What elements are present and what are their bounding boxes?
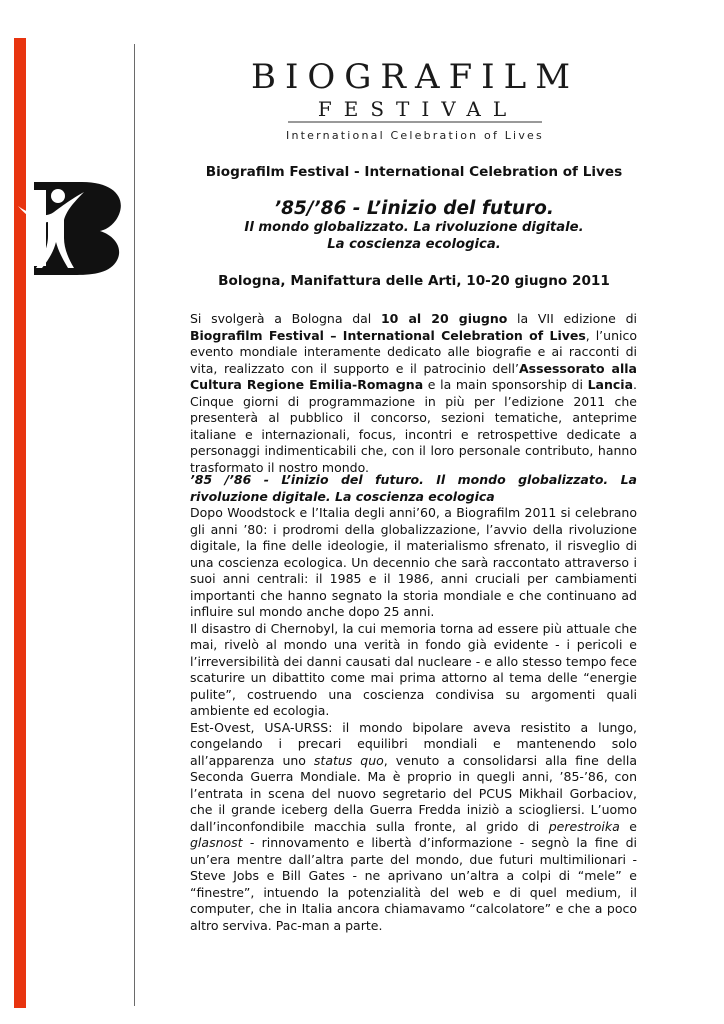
section-body xyxy=(190,472,637,934)
section-paragraph-1: Dopo Woodstock e l’Italia degli anni’60, a Biografilm 2011 si celebrano gli anni ’80: i prodromi della globalizzazione, l’avvio della rivoluzione digitale, la fine delle ideologie, il materialismo sfrenato, il risveglio di una coscienza ecologica. Un decennio che sarà raccontato attraverso i suoi anni centrali: il 1985 e il 1986, anni cruciali per cambiamenti importanti che hanno segnato la storia mondiale e che continuano ad influire sul mondo anche dopo 25 anni. xyxy=(190,505,637,619)
section-paragraph-3: Est-Ovest, USA-URSS: il mondo bipolare aveva resistito a lungo, congelando i precari equilibri mondiali e mantenendo solo all’apparenza uno status quo, venuto a consolidarsi alla fine della Seconda Guerra Mondiale. Ma è proprio in quegli anni, ’85-’86, con l’entrata in scena del nuovo segretario del PCUS Mikhail Gorbaciov, che il grande iceberg della Guerra Fredda iniziò a sciogliersi. L’uomo dall’inconfondibile macchia sulla fronte, al grido di perestroika e glasnost - rinnovamento e libertà d’informazione - segnò la fine di un’era mentre dall’altra parte del mondo, due futuri multimilionari - Steve Jobs e Bill Gates - ne aprivano un’altra a colpi di “mele” e “finestre”, intuendo la potenzialità del web e di quel medium, il computer, che in Italia ancora chiamavamo “calcolatore” e che a poco altro serviva. Pac-man a parte. xyxy=(190,719,637,933)
logo-festival-text: FESTIVAL xyxy=(317,97,519,121)
edition-title: ’85/’86 - L’inizio del futuro. xyxy=(274,198,554,219)
event-location-dates: Bologna, Manifattura delle Arti, 10-20 giugno 2011 xyxy=(218,273,610,289)
edition-subtitle-1: Il mondo globalizzato. La rivoluzione digitale. xyxy=(244,220,584,235)
logo-biografilm-text: BIOGRAFILM xyxy=(250,57,580,97)
festival-title: Biografilm Festival - International Celebration of Lives xyxy=(205,164,623,180)
biografilm-festival-logo xyxy=(250,50,580,148)
section-heading: ’85 /’86 - L’inizio del futuro. Il mondo globalizzato. La rivoluzione digitale. La coscienza ecologica xyxy=(190,472,637,504)
section-paragraph-2: Il disastro di Chernobyl, la cui memoria torna ad essere più attuale che mai, rivelò al mondo una verità in fondo già evidente - i pericoli e l’irreversibilità dei danni causati dal nucleare - e allo stesso tempo fece scaturire un dibattito come mai prima attorno al tema delle “energie pulite”, costruendo una coscienza condivisa su argomenti quali ambiente ed ecologia. xyxy=(190,620,637,718)
edition-subtitle-2: La coscienza ecologica. xyxy=(327,237,501,252)
margin-divider-line xyxy=(134,44,135,1006)
intro-paragraph: Si svolgerà a Bologna dal 10 al 20 giugno la VII edizione di Biografilm Festival – International Celebration of Lives, l’unico evento mondiale interamente dedicato alle biografie e ai racconti di vita, realizzato con il supporto e il patrocinio dell’Assessorato alla Cultura Regione Emilia-Romagna e la main sponsorship di Lancia. Cinque giorni di programmazione in più per l’edizione 2011 che presenterà al pubblico il concorso, sezioni tematiche, anteprime italiane e internazionali, focus, incontri e retrospettive dedicate a personaggi indimenticabili che, con il loro personale contributo, hanno trasformato il nostro mondo. xyxy=(190,311,637,475)
festival-figure-logo xyxy=(12,178,130,276)
logo-tagline-text: International Celebration of Lives xyxy=(286,129,544,142)
